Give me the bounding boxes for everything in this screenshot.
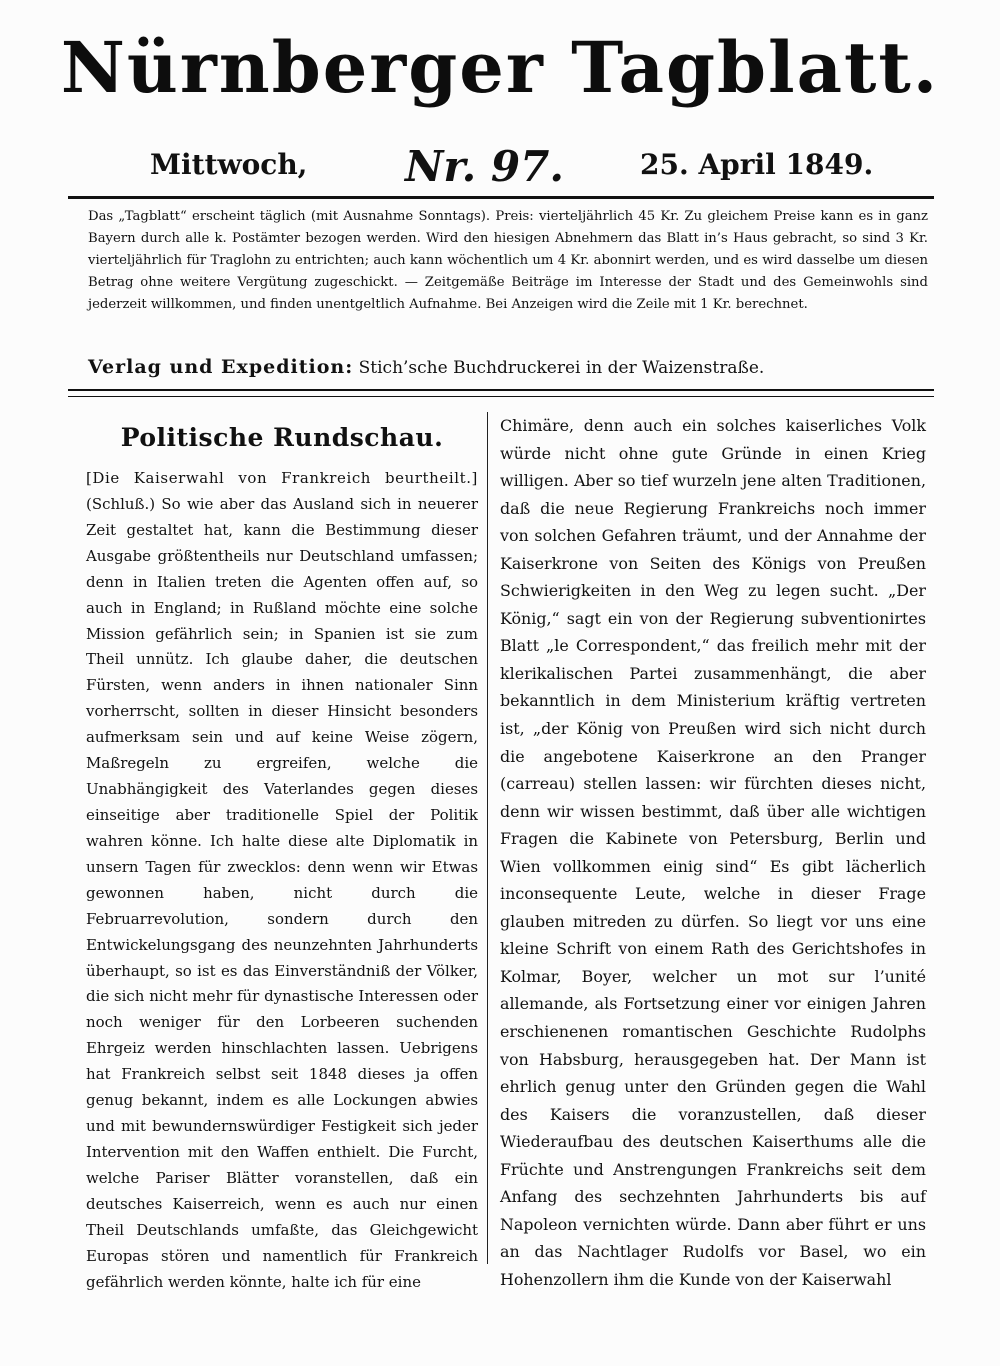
article-lead: [Die Kaiserwahl von Frankreich beurtheilt.]	[86, 469, 478, 487]
section-rule-top	[68, 389, 934, 391]
column-divider	[487, 412, 488, 1264]
article-text-left: (Schluß.) So wie aber das Ausland sich in neuerer Zeit gestaltet hat, kann die Bestimmung dieser Ausgabe größtentheils nur Deutschland umfassen; denn in Italien treten die Agenten offen auf, so auch in England; in Rußland möchte eine solche Mission gefährlich sein; in Spanien ist sie zum Theil unnütz. Ich glaube daher, die deutschen Fürsten, wenn anders in ihnen nationaler Sinn vorherrscht, sollten in dieser Hinsicht besonders aufmerksam sein und auf keine Weise zögern, Maßregeln zu ergreifen, welche die Unabhängigkeit des Vaterlandes gegen dieses einseitige aber traditionelle Spiel der Politik wahren könne. Ich halte diese alte Diplomatik in unsern Tagen für zwecklos: denn wenn wir Etwas gewonnen haben, nicht durch die Februarrevolution, sondern durch den Entwickelungsgang des neunzehnten Jahrhunderts überhaupt, so ist es das Einverständniß der Völker, die sich nicht mehr für dynastische Interessen oder noch weniger für den Lorbeeren suchenden Ehrgeiz werden hinschlachten lassen. Uebrigens hat Frankreich selbst seit 1848 dieses ja offen genug bekannt, indem es alle Lockungen abwies und mit bewundernswürdiger Festigkeit sich jeder Intervention mit den Waffen enthielt. Die Furcht, welche Pariser Blätter voranstellen, daß ein deutsches Kaiserreich, wenn es auch nur einen Theil Deutschlands umfaßte, das Gleichgewicht Europas stören und namentlich für Frankreich gefährlich werden könnte, halte ich für eine	[86, 494, 478, 1291]
article-text-right: Chimäre, denn auch ein solches kaiserliches Volk würde nicht ohne gute Gründe in einen Krieg willigen. Aber so tief wurzeln jene alten Traditionen, daß die neue Regierung Frankreichs noch immer von solchen Gefahren träumt, und der Annahme der Kaiserkrone von Seiten des Königs von Preußen Schwierigkeiten in den Weg zu legen sucht. „Der König,“ sagt ein von der Regierung subventionirtes Blatt „le Correspondent,“ das freilich mehr mit der klerikalischen Partei zusammenhängt, die aber bekanntlich in dem Ministerium kräftig vertreten ist, „der König von Preußen wird sich nicht durch die angebotene Kaiserkrone an den Pranger (carreau) stellen lassen: wir fürchten dieses nicht, denn wir wissen bestimmt, daß über alle wichtigen Fragen die Kabinete von Petersburg, Berlin und Wien vollkommen einig sind“ Es gibt lächerlich inconsequente Leute, welche in dieser Frage glauben mitreden zu dürfen. So liegt vor uns eine kleine Schrift von einem Rath des Gerichtshofes in Kolmar, Boyer, welcher un mot sur l’unité allemande, als Fortsetzung einer vor einigen Jahren erschienenen romantischen Geschichte Rudolphs von Habsburg, herausgegeben hat. Der Mann ist ehrlich genug unter den Gründen gegen die Wahl des Kaisers die voranzustellen, daß dieser Wiederaufbau des deutschen Kaiserthums alle die Früchte und Anstrengungen Frankreichs seit dem Anfang des sechzehnten Jahrhunderts bis auf Napoleon vernichten würde. Dann aber führt er uns an das Nachtlager Rudolfs vor Basel, wo ein Hohenzollern ihm die Kunde von der Kaiserwahl	[500, 416, 926, 1289]
article-column-left	[86, 412, 478, 1296]
article-column-right	[500, 412, 926, 1294]
issue-date: 25. April 1849.	[640, 148, 874, 181]
header-rule	[68, 196, 934, 199]
section-rule-bottom	[68, 396, 934, 397]
publisher-text: Stich’sche Buchdruckerei in der Waizenstraße.	[358, 358, 765, 378]
weekday: Mittwoch,	[150, 148, 308, 181]
publisher-label: Verlag und Expedition:	[88, 356, 354, 378]
article-paragraph-left	[86, 466, 478, 1296]
article-headline: Politische Rundschau.	[120, 423, 444, 452]
subscription-notice-text: Das „Tagblatt“ erscheint täglich (mit Ausnahme Sonntags). Preis: vierteljährlich 45 Kr. Zu gleichem Preise kann es in ganz Bayern durch alle k. Postämter bezogen werden. Wird den hiesigen Abnehmern das Blatt in’s Haus gebracht, so sind 3 Kr. vierteljährlich für Traglohn zu entrichten; auch kann wöchentlich um 4 Kr. abonnirt werden, und es wird dasselbe um diesen Betrag ohne weitere Vergütung zugeschickt. — Zeitgemäße Beiträge im Interesse der Stadt und des Gemeinwohls sind jederzeit willkommen, und finden unentgeltlich Aufnahme. Bei Anzeigen wird die Zeile mit 1 Kr. berechnet.	[88, 209, 928, 312]
subscription-notice	[88, 206, 928, 316]
issue-number: Nr. 97.	[405, 142, 564, 191]
dateline	[0, 142, 1000, 192]
masthead-title: Nürnberger Tagblatt.	[60, 26, 940, 109]
publisher-line	[88, 352, 928, 383]
